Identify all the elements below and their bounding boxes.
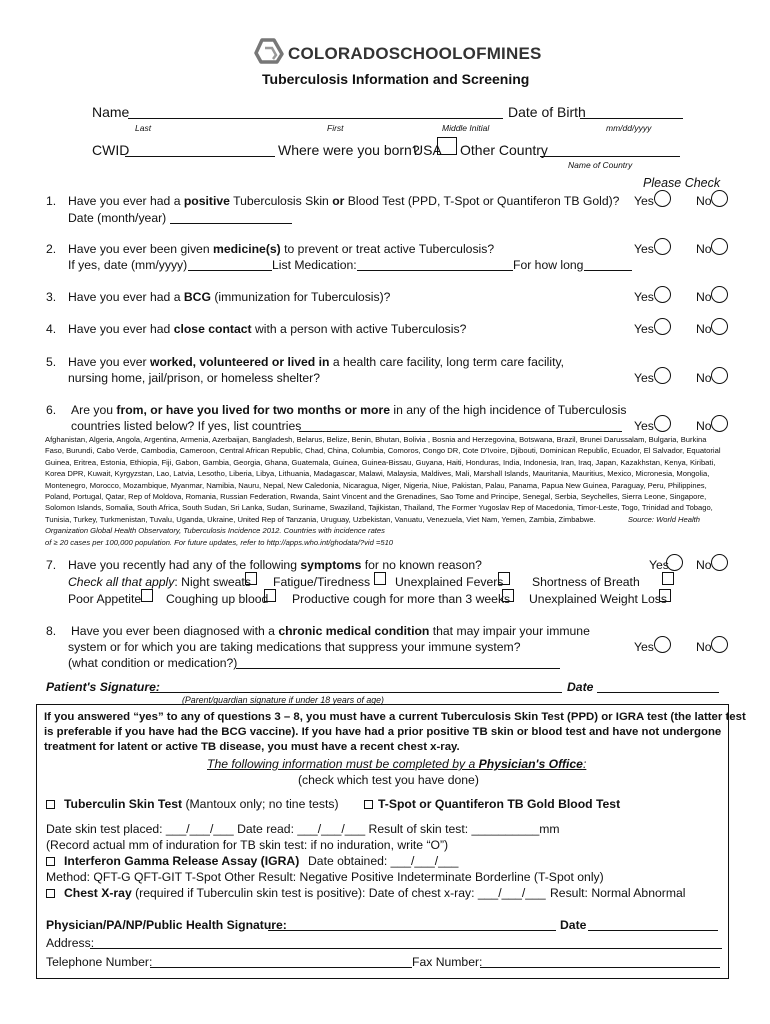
q2-yes-radio[interactable] xyxy=(654,238,671,255)
q8-text: Have you ever been diagnosed with a chronic medical condition that may impair your immune xyxy=(71,624,590,638)
q1-yes-radio[interactable] xyxy=(654,190,671,207)
q5-no-radio[interactable] xyxy=(711,367,728,384)
q5-number: 5. xyxy=(46,355,57,369)
fatigue-checkbox[interactable] xyxy=(374,572,386,585)
q3-no-radio[interactable] xyxy=(711,286,728,303)
q8-text-line3: (what condition or medication?) xyxy=(68,656,238,670)
q3-number: 3. xyxy=(46,290,57,304)
parent-signature-note: (Parent/guardian signature if under 18 years of age) xyxy=(182,695,384,705)
q1-text: Have you ever had a positive Tuberculosis Skin or Blood Test (PPD, T-Spot or Quantiferon TB Gold)? xyxy=(68,194,620,208)
q2-medication-field[interactable] xyxy=(357,270,513,271)
night-sweats-checkbox[interactable] xyxy=(245,572,257,585)
q6-text-line2: countries listed below? If yes, list countries xyxy=(71,419,302,433)
q7-text: Have you recently had any of the following symptoms for no known reason? xyxy=(68,558,482,572)
physician-date-label: Date xyxy=(560,918,587,932)
q2-no-label: No xyxy=(696,242,712,256)
shortness-of-breath-label: Shortness of Breath xyxy=(532,575,640,589)
q4-no-label: No xyxy=(696,322,712,336)
cwid-field[interactable] xyxy=(125,156,275,157)
colorado-school-of-mines-logo-icon xyxy=(252,36,286,68)
country-list-text: Afghanistan, Algeria, Angola, Argentina, Armenia, Azerbaijan, Bangladesh, Belarus, Belize, Benin, Bhutan, Bolivia , Bosnia and Herzegovina, Botswana, Brazil, Brunei Darussalam, Bulgaria, Burkina Faso, Burundi, Cabo Verde, Cambodia, Cameroon, Central African Republic, Chad, China, Columbia, Comoros, Congo DR, Cote D'Ivoire, Djibouti, Dominican Republic, Ecuador, El Salvador, Equatorial Guinea, Eritrea, Estonia, Ethiopia, Fiji, Gabon, Gambia, Georgia, Ghana, Guatemala, Guinea, Guinea-Bissau, Guyana, Haiti, Honduras, India, Indonesia, Iran, Iraq, Japan, Kazakhstan, Kenya, Kiribati, Korea DPR, Kuwait, Kyrgyzstan, Lao, Latvia, Lesotho, Liberia, Libya, Lithuania, Madagascar, Malawi, Malaysia, Maldives, Mali, Marshall Islands, Mauritania, Mauritius, Mexico, Micronesia, Mongolia, Montenegro, Morocco, Mozambique, Myanmar, Namibia, Nauru, Nepal, New Caledonia, Nicaragua, Niger, Nigeria, Niue, Pakistan, Palau, Panama, Papua New Guinea, Paraguay, Peru, Philippines, Poland, Portugal, Qatar, Rep of Moldova, Romania, Russian Federation, Rwanda, Saint Vincent and the Grenadines, Sao Tome and Principe, Senegal, Serbia, Seychelles, Sierra Leone, Singapore, Solomon Islands, Somalia, South Africa, South Sudan, Sri Lanka, Sudan, Suriname, Swaziland, Tajikistan, Thailand, The Former Yugoslav Rep of Macedonia, Timor-Leste, Togo, Trinidad and Tobago, Tunisia, Turkey, Turkmenistan, Tuvalu, Uganda, Ukraine, United Rep of Tanzania, Uruguay, Uzbekistan, Vanuatu, Venezuela, Viet Nam, Yemen, Zambia, Zimbabwe. xyxy=(45,435,721,524)
fax-field[interactable] xyxy=(480,967,720,968)
physician-signature-label: Physician/PA/NP/Public Health Signature: xyxy=(46,918,287,932)
productive-cough-checkbox[interactable] xyxy=(502,589,514,602)
high-incidence-country-list xyxy=(45,434,725,548)
q3-yes-label: Yes xyxy=(634,290,654,304)
q6-yes-label: Yes xyxy=(634,419,654,433)
q5-text-line2: nursing home, jail/prison, or homeless shelter? xyxy=(68,371,320,385)
q4-yes-radio[interactable] xyxy=(654,318,671,335)
skin-test-dates-line: Date skin test placed: ___/___/___ Date read: ___/___/___ Result of skin test: __________mm xyxy=(46,822,560,836)
dob-field[interactable] xyxy=(580,118,683,119)
patient-date-field[interactable] xyxy=(597,692,719,693)
shortness-of-breath-checkbox[interactable] xyxy=(662,572,674,585)
usa-checkbox[interactable] xyxy=(437,137,457,155)
dob-format-sublabel: mm/dd/yyyy xyxy=(606,123,652,133)
q6-number: 6. xyxy=(46,403,57,417)
please-check-label: Please Check xyxy=(643,176,721,190)
xray-label: Chest X-ray (required if Tuberculin skin test is positive): Date of chest x-ray: ___/___/___ xyxy=(64,886,546,900)
record-induration-note: (Record actual mm of induration for TB skin test: if no induration, write “O”) xyxy=(46,838,449,852)
fatigue-label: Fatigue/Tiredness xyxy=(273,575,371,589)
first-sublabel: First xyxy=(327,123,344,133)
q7-yes-radio[interactable] xyxy=(666,554,683,571)
tst-checkbox[interactable] xyxy=(46,800,55,809)
q4-no-radio[interactable] xyxy=(711,318,728,335)
physician-instructions-line3: treatment for latent or active TB disease, you must have a recent chest x-ray. xyxy=(44,741,460,753)
igra-date-line: Date obtained: ___/___/___ xyxy=(308,854,459,868)
q2-how-long-label: For how long xyxy=(513,258,584,272)
coughing-blood-label: Coughing up blood xyxy=(166,592,269,606)
q6-no-label: No xyxy=(696,419,712,433)
q2-text: Have you ever been given medicine(s) to prevent or treat active Tuberculosis? xyxy=(68,242,495,256)
q6-no-radio[interactable] xyxy=(711,415,728,432)
logo-wordmark: COLORADOSCHOOLOFMINES xyxy=(288,44,542,63)
tspot-label: T-Spot or Quantiferon TB Gold Blood Test xyxy=(378,797,621,811)
q1-date-field[interactable] xyxy=(170,223,292,224)
check-which-test-note: (check which test you have done) xyxy=(298,773,479,787)
q7-number: 7. xyxy=(46,558,57,572)
q5-no-label: No xyxy=(696,371,712,385)
poor-appetite-label: Poor Appetite xyxy=(68,592,142,606)
q2-date-label: If yes, date (mm/yyyy) xyxy=(68,258,188,272)
productive-cough-label: Productive cough for more than 3 weeks xyxy=(292,592,511,606)
coughing-blood-checkbox[interactable] xyxy=(264,589,276,602)
name-label: Name xyxy=(92,104,130,120)
xray-checkbox[interactable] xyxy=(46,889,55,898)
q8-condition-field[interactable] xyxy=(236,668,560,669)
weight-loss-checkbox[interactable] xyxy=(659,589,671,602)
q6-yes-radio[interactable] xyxy=(654,415,671,432)
other-country-label: Other Country xyxy=(460,142,548,158)
address-label: Address: xyxy=(46,936,95,950)
last-sublabel: Last xyxy=(135,123,152,133)
q4-yes-label: Yes xyxy=(634,322,654,336)
page-title: Tuberculosis Information and Screening xyxy=(262,71,530,87)
q8-text-line2: system or for which you are taking medications that suppress your immune system? xyxy=(68,640,521,654)
q4-text: Have you ever had close contact with a person with active Tuberculosis? xyxy=(68,322,467,336)
q7-no-radio[interactable] xyxy=(711,554,728,571)
q5-yes-radio[interactable] xyxy=(654,367,671,384)
cwid-label: CWID xyxy=(92,142,130,158)
poor-appetite-checkbox[interactable] xyxy=(141,589,153,602)
q1-no-radio[interactable] xyxy=(711,190,728,207)
patient-date-label: Date xyxy=(567,680,594,694)
country-list-source: Source: World Health Organization Global Health Observatory, Tuberculosis Incidence 2012. Countries with incidence rates xyxy=(45,514,700,536)
q5-text: Have you ever worked, volunteered or lived in a health care facility, long term care facility, xyxy=(68,355,565,369)
q8-yes-radio[interactable] xyxy=(654,636,671,653)
telephone-field[interactable] xyxy=(150,967,412,968)
q4-number: 4. xyxy=(46,322,57,336)
weight-loss-label: Unexplained Weight Loss xyxy=(529,592,667,606)
fevers-checkbox[interactable] xyxy=(498,572,510,585)
country-sublabel: Name of Country xyxy=(568,160,633,170)
country-list-source-line2: of ≥ 20 cases per 100,000 population. For future updates, refer to http://apps.who.int/ghodata/?vid =510 xyxy=(45,537,394,547)
birthplace-label: Where were you born? xyxy=(278,142,420,158)
middle-initial-sublabel: Middle Initial xyxy=(442,123,490,133)
q8-yes-label: Yes xyxy=(634,640,654,654)
physician-instructions-line2: is preferable if you have had the BCG vaccine). If you have had a prior positive TB skin or blood test and have not undergone xyxy=(44,726,722,738)
q6-text: Are you from, or have you lived for two months or more in any of the high incidence of Tuberculosis xyxy=(71,403,627,417)
fevers-label: Unexplained Fevers xyxy=(395,575,504,589)
q8-number: 8. xyxy=(46,624,57,638)
q1-date-label: Date (month/year) xyxy=(68,211,167,225)
physician-signature-field[interactable] xyxy=(268,930,556,931)
physician-date-field[interactable] xyxy=(588,930,718,931)
q5-yes-label: Yes xyxy=(634,371,654,385)
igra-checkbox[interactable] xyxy=(46,857,55,866)
q2-medication-label: List Medication: xyxy=(272,258,357,272)
tst-label: Tuberculin Skin Test (Mantoux only; no tine tests) xyxy=(64,797,339,811)
igra-label: Interferon Gamma Release Assay (IGRA) xyxy=(64,854,300,868)
q3-no-label: No xyxy=(696,290,712,304)
physician-instructions-line1: If you answered “yes” to any of questions 3 – 8, you must have a current Tuberculosis Skin Test (PPD) or IGRA test (the latter test xyxy=(44,711,746,723)
physician-office-heading: The following information must be completed by a Physician's Office: xyxy=(207,757,587,771)
q7-check-all-label: Check all that apply: Night sweats xyxy=(68,575,251,589)
q8-no-radio[interactable] xyxy=(711,636,728,653)
q2-date-field[interactable] xyxy=(188,270,272,271)
xray-result-line: Result: Normal Abnormal xyxy=(550,886,686,900)
q1-no-label: No xyxy=(696,194,712,208)
q7-yes-label: Yes xyxy=(649,558,669,572)
patient-signature-label: Patient's Signature: xyxy=(46,680,160,694)
other-country-field[interactable] xyxy=(540,156,680,157)
q2-no-radio[interactable] xyxy=(711,238,728,255)
fax-label: Fax Number: xyxy=(412,955,483,969)
tspot-checkbox[interactable] xyxy=(364,800,373,809)
igra-method-line: Method: QFT-G QFT-GIT T-Spot Other Result: Negative Positive Indeterminate Borderline (T-Spot only) xyxy=(46,870,604,884)
q2-yes-label: Yes xyxy=(634,242,654,256)
telephone-label: Telephone Number: xyxy=(46,955,153,969)
name-field[interactable] xyxy=(128,118,503,119)
q6-countries-field[interactable] xyxy=(299,431,622,432)
dob-label: Date of Birth xyxy=(508,104,586,120)
patient-signature-field[interactable] xyxy=(150,692,562,693)
q1-number: 1. xyxy=(46,194,57,208)
q7-no-label: No xyxy=(696,558,712,572)
q2-number: 2. xyxy=(46,242,57,256)
q3-text: Have you ever had a BCG (immunization for Tuberculosis)? xyxy=(68,290,391,304)
address-field[interactable] xyxy=(90,948,722,949)
q3-yes-radio[interactable] xyxy=(654,286,671,303)
usa-label: USA xyxy=(413,142,442,158)
q2-how-long-field[interactable] xyxy=(584,270,632,271)
q8-no-label: No xyxy=(696,640,712,654)
q1-yes-label: Yes xyxy=(634,194,654,208)
